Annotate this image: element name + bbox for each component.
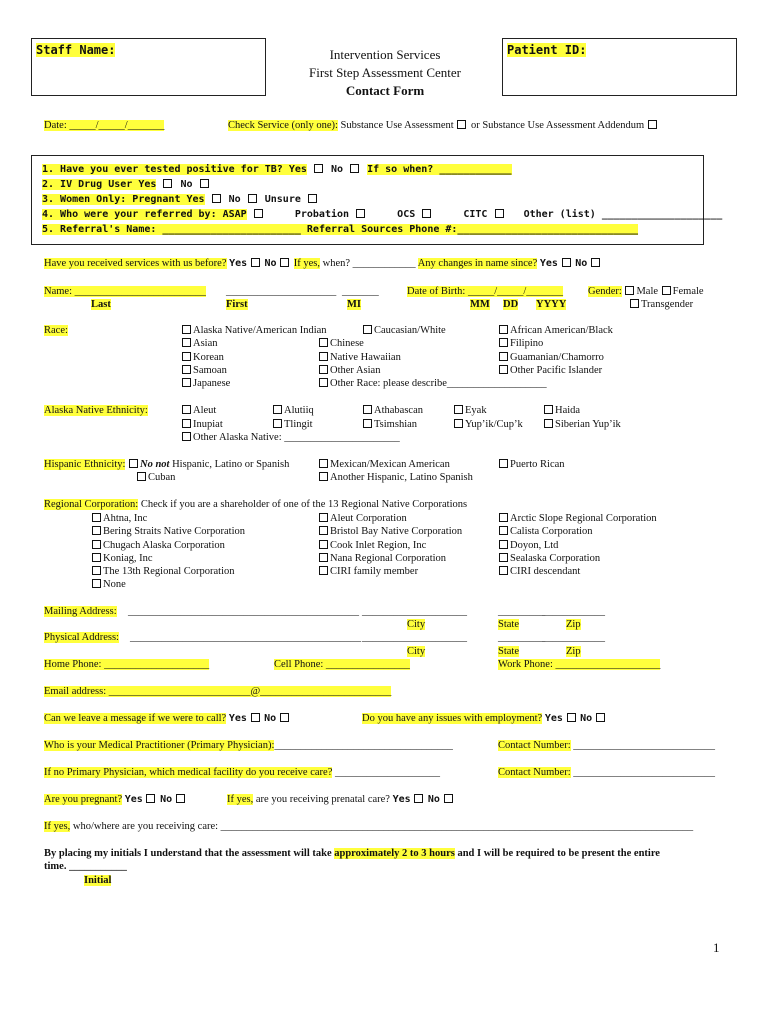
hispanic-opt5: Another Hispanic, Latino Spanish <box>330 472 473 483</box>
message-row <box>44 713 291 724</box>
physical-zip-line[interactable]: ____________ <box>542 632 605 643</box>
regional-option <box>91 579 126 590</box>
ethnicity-option <box>362 405 423 416</box>
hispanic-opt2: Mexican/Mexican American <box>330 459 450 470</box>
hispanic-label: Hispanic Ethnicity: <box>44 459 126 470</box>
regional-label: CIRI descendant <box>510 566 581 577</box>
race-option <box>181 365 227 376</box>
ethnicity-option <box>543 419 621 430</box>
checkbox-icon[interactable] <box>248 194 257 203</box>
pregnant-row <box>44 794 187 805</box>
patient-id-box[interactable] <box>502 38 737 96</box>
q4-probation: Probation <box>294 209 350 220</box>
date-field[interactable]: Date: _____/_____/_______ <box>44 120 165 131</box>
regional-option <box>498 566 580 577</box>
label-last: Last <box>91 299 111 310</box>
home-phone-field[interactable]: Home Phone: ____________________ <box>44 659 210 670</box>
checkbox-icon[interactable] <box>363 419 372 428</box>
hispanic-opt3: Puerto Rican <box>510 459 565 470</box>
checkbox-icon[interactable] <box>544 405 553 414</box>
ethnicity-label: Athabascan <box>374 405 423 416</box>
initials-text2: and I will be required to be present the entire <box>457 848 660 859</box>
label-first: First <box>226 299 248 310</box>
screening-box <box>31 155 723 245</box>
hispanic-opt1: Hispanic, Latino or Spanish <box>172 459 290 470</box>
regional-label: Nana Regional Corporation <box>330 553 447 564</box>
regional-label: Chugach Alaska Corporation <box>103 540 225 551</box>
ethnicity-label: Alaska Native Ethnicity: <box>44 405 148 416</box>
mailing-label: Mailing Address: <box>44 606 117 617</box>
checkbox-icon[interactable] <box>182 352 191 361</box>
work-phone-field[interactable]: Work Phone: ____________________ <box>498 659 661 670</box>
race-label: Caucasian/White <box>374 325 446 336</box>
checkbox-icon[interactable] <box>422 209 431 218</box>
race-option <box>498 338 543 349</box>
name-field[interactable]: Name: _________________________ <box>44 286 206 297</box>
checkbox-icon[interactable] <box>319 472 328 481</box>
checkbox-icon[interactable] <box>454 405 463 414</box>
race-label: Samoan <box>193 365 227 376</box>
regional-option <box>318 553 446 564</box>
checkbox-icon[interactable] <box>273 419 282 428</box>
mailing-state-line[interactable]: _________ <box>498 606 546 617</box>
label-mm: MM <box>470 299 490 310</box>
checkbox-icon[interactable] <box>319 513 328 522</box>
checkbox-icon[interactable] <box>163 179 172 188</box>
prenatal-question: are you receiving prenatal care? <box>255 794 390 805</box>
checkbox-icon[interactable] <box>350 164 359 173</box>
q4-other[interactable]: Other (list) ____________________ <box>523 209 723 220</box>
checkbox-icon[interactable] <box>414 794 423 803</box>
ethnicity-label: Other Alaska Native: ______________________ <box>193 432 400 443</box>
race-option <box>362 325 446 336</box>
checkbox-icon[interactable] <box>625 286 634 295</box>
initials-duration: approximately 2 to 3 hours <box>334 848 455 859</box>
q3-unsure: Unsure <box>264 194 301 205</box>
q4-ocs: OCS <box>397 209 416 220</box>
checkbox-icon[interactable] <box>499 566 508 575</box>
services-no: No <box>264 258 277 269</box>
checkbox-icon[interactable] <box>495 209 504 218</box>
checkbox-icon[interactable] <box>499 338 508 347</box>
mailing-city-line[interactable]: ____________________ <box>362 606 467 617</box>
hispanic-opt2-row <box>318 459 450 470</box>
label-yyyy: YYYY <box>536 299 567 310</box>
facility-row[interactable] <box>44 767 440 778</box>
ethnicity-option <box>453 419 523 430</box>
ethnicity-label: Tsimshian <box>374 419 418 430</box>
facility-contact-label: Contact Number: <box>498 767 571 778</box>
regional-label: CIRI family member <box>330 566 419 577</box>
race-label: Other Pacific Islander <box>510 365 603 376</box>
q1-text: 1. Have you ever tested positive for TB? Yes <box>42 164 307 175</box>
race-label: Korean <box>193 352 224 363</box>
screening-q4 <box>42 209 722 220</box>
checkbox-icon[interactable] <box>280 258 289 267</box>
initial-label: Initial <box>84 875 112 886</box>
checkbox-icon[interactable] <box>499 526 508 535</box>
race-option <box>318 365 380 376</box>
race-label: Race: <box>44 325 68 336</box>
ethnicity-option <box>362 419 417 430</box>
hispanic-row <box>44 459 289 470</box>
gender-row <box>588 286 704 297</box>
mailing-state-label: State <box>498 619 519 630</box>
regional-label: None <box>103 579 126 590</box>
regional-label: Bristol Bay Native Corporation <box>330 526 463 537</box>
regional-row <box>44 499 467 510</box>
q2-no: No <box>180 179 193 190</box>
regional-option <box>318 566 418 577</box>
name-change-no: No <box>575 258 588 269</box>
checkbox-icon[interactable] <box>182 325 191 334</box>
checkbox-icon[interactable] <box>499 553 508 562</box>
ethnicity-label: Aleut <box>193 405 217 416</box>
checkbox-icon[interactable] <box>499 365 508 374</box>
race-option <box>318 378 547 389</box>
ethnicity-option <box>543 405 580 416</box>
checkbox-icon[interactable] <box>363 405 372 414</box>
gender-female: Female <box>672 286 704 297</box>
mailing-zip-label: Zip <box>566 619 581 630</box>
checkbox-icon[interactable] <box>182 419 191 428</box>
regional-option <box>91 553 153 564</box>
screening-q1 <box>42 164 512 175</box>
service-option-2: Substance Use Assessment Addendum <box>482 120 645 131</box>
checkbox-icon[interactable] <box>562 258 571 267</box>
pcp-row[interactable] <box>44 740 453 751</box>
checkbox-icon[interactable] <box>457 120 466 129</box>
hispanic-no-not: No not <box>140 459 170 470</box>
prenatal-ifyes: If yes, <box>227 794 254 805</box>
pcp-contact-row[interactable] <box>498 740 715 751</box>
first-name-line[interactable]: _____________________ <box>226 286 337 297</box>
checkbox-icon[interactable] <box>319 378 328 387</box>
service-option-1: Substance Use Assessment <box>340 120 454 131</box>
check-service-label: Check Service (only one): <box>228 120 338 131</box>
regional-label: Ahtna, Inc <box>103 513 148 524</box>
facility-line[interactable]: ____________________ <box>334 767 440 778</box>
physical-city-line[interactable]: ____________________ <box>362 632 467 643</box>
regional-option <box>91 526 245 537</box>
regional-intro: Check if you are a shareholder of one of the 13 Regional Native Corporations <box>140 499 468 510</box>
checkbox-icon[interactable] <box>182 378 191 387</box>
checkbox-icon[interactable] <box>146 794 155 803</box>
pcp-contact-line[interactable]: ___________________________ <box>573 740 715 751</box>
screening-q3 <box>42 194 319 205</box>
form-header <box>235 46 535 100</box>
checkbox-icon[interactable] <box>499 352 508 361</box>
checkbox-icon[interactable] <box>308 194 317 203</box>
physical-city-label: City <box>407 646 426 657</box>
checkbox-icon[interactable] <box>92 579 101 588</box>
name-change-question: Any changes in name since? <box>417 258 538 269</box>
services-question: Have you received services with us before? <box>44 258 227 269</box>
q1-no: No <box>330 164 344 175</box>
pregnant-no: No <box>160 794 173 805</box>
checkbox-icon[interactable] <box>319 566 328 575</box>
cell-phone-field[interactable]: Cell Phone: ________________ <box>274 659 410 670</box>
checkbox-icon[interactable] <box>499 513 508 522</box>
checkbox-icon[interactable] <box>251 713 260 722</box>
checkbox-icon[interactable] <box>319 526 328 535</box>
gender-transgender: Transgender <box>641 299 694 310</box>
race-option <box>498 365 602 376</box>
checkbox-icon[interactable] <box>182 432 191 441</box>
pcp-contact-label: Contact Number: <box>498 740 571 751</box>
race-option <box>498 352 604 363</box>
care-row[interactable] <box>44 821 693 832</box>
race-label: Guamanian/Chamorro <box>510 352 604 363</box>
pregnant-yes: Yes <box>124 794 143 805</box>
regional-option <box>498 540 558 551</box>
checkbox-icon[interactable] <box>499 325 508 334</box>
prenatal-row <box>227 794 455 805</box>
checkbox-icon[interactable] <box>92 513 101 522</box>
race-option <box>318 338 364 349</box>
checkbox-icon[interactable] <box>92 540 101 549</box>
check-service-row <box>228 120 659 131</box>
pcp-question: Who is your Medical Practitioner (Primary Physician): <box>44 740 275 751</box>
race-option <box>318 352 401 363</box>
q4-text: 4. Who were your referred by: ASAP <box>42 209 247 220</box>
regional-label: Aleut Corporation <box>330 513 407 524</box>
services-yes: Yes <box>229 258 248 269</box>
employment-row <box>362 713 607 724</box>
checkbox-icon[interactable] <box>662 286 671 295</box>
ethnicity-label: Tlingit <box>284 419 313 430</box>
checkbox-icon[interactable] <box>176 794 185 803</box>
name-change-yes: Yes <box>539 258 558 269</box>
hispanic-opt5-row <box>318 472 473 483</box>
regional-label: Calista Corporation <box>510 526 593 537</box>
physical-state-label: State <box>498 646 519 657</box>
care-ifyes: If yes, <box>44 821 71 832</box>
physical-label: Physical Address: <box>44 632 119 643</box>
staff-name-label: Staff Name: <box>36 43 116 57</box>
ethnicity-option <box>181 432 400 443</box>
services-ifyes: If yes, <box>293 258 320 269</box>
race-label: Alaska Native/American Indian <box>193 325 327 336</box>
initials-text1: By placing my initials I understand that the assessment will take <box>44 848 332 859</box>
regional-label: The 13th Regional Corporation <box>103 566 235 577</box>
ethnicity-label: Alutiiq <box>284 405 314 416</box>
ethnicity-option <box>272 419 313 430</box>
ethnicity-label: Eyak <box>465 405 487 416</box>
initials-line[interactable] <box>44 861 127 872</box>
prenatal-no: No <box>427 794 440 805</box>
race-option <box>181 352 224 363</box>
checkbox-icon[interactable] <box>319 459 328 468</box>
pregnant-question: Are you pregnant? <box>44 794 123 805</box>
gender-label: Gender: <box>588 286 622 297</box>
checkbox-icon[interactable] <box>319 540 328 549</box>
mailing-zip-line[interactable]: ____________ <box>542 606 605 617</box>
race-label: Native Hawaiian <box>330 352 401 363</box>
q3-no: No <box>228 194 241 205</box>
services-when[interactable]: when? ____________ <box>322 258 416 269</box>
initials-blank[interactable]: ___________ <box>69 861 127 872</box>
checkbox-icon[interactable] <box>129 459 138 468</box>
checkbox-icon[interactable] <box>648 120 657 129</box>
checkbox-icon[interactable] <box>596 713 605 722</box>
header-line2: First Step Assessment Center <box>308 65 462 80</box>
checkbox-icon[interactable] <box>499 540 508 549</box>
checkbox-icon[interactable] <box>444 794 453 803</box>
checkbox-icon[interactable] <box>251 258 260 267</box>
physical-state-line[interactable]: _________ <box>498 632 546 643</box>
prenatal-yes: Yes <box>392 794 411 805</box>
checkbox-icon[interactable] <box>254 209 263 218</box>
or-text: or <box>470 120 480 131</box>
race-label: African American/Black <box>510 325 613 336</box>
header-line1: Intervention Services <box>329 47 441 62</box>
pcp-line[interactable]: __________________________________ <box>274 740 453 751</box>
gender-male: Male <box>636 286 659 297</box>
q1-when[interactable]: If so when? ____________ <box>367 164 512 175</box>
mi-line[interactable]: _______ <box>342 286 379 297</box>
checkbox-icon[interactable] <box>182 365 191 374</box>
regional-label: Regional Corporation: <box>44 499 139 510</box>
ethnicity-option <box>181 405 216 416</box>
message-question: Can we leave a message if we were to call? <box>44 713 227 724</box>
regional-label: Sealaska Corporation <box>510 553 601 564</box>
regional-option <box>91 513 147 524</box>
checkbox-icon[interactable] <box>273 405 282 414</box>
checkbox-icon[interactable] <box>92 526 101 535</box>
checkbox-icon[interactable] <box>212 194 221 203</box>
ethnicity-option <box>181 419 223 430</box>
ethnicity-label: Siberian Yup’ik <box>555 419 621 430</box>
checkbox-icon[interactable] <box>567 713 576 722</box>
checkbox-icon[interactable] <box>356 209 365 218</box>
hispanic-opt4: Cuban <box>148 472 176 483</box>
race-option <box>181 325 327 336</box>
email-field[interactable]: Email address: ___________________________@_________________________ <box>44 686 392 697</box>
regional-option <box>498 513 657 524</box>
facility-contact-row[interactable] <box>498 767 715 778</box>
regional-option <box>91 566 235 577</box>
label-dd: DD <box>503 299 519 310</box>
message-no: No <box>264 713 277 724</box>
checkbox-icon[interactable] <box>319 365 328 374</box>
mailing-line[interactable]: ____________________________________________ <box>128 606 359 617</box>
hispanic-opt4-row <box>136 472 175 483</box>
employment-yes: Yes <box>544 713 563 724</box>
regional-option <box>498 553 600 564</box>
regional-option <box>318 526 462 537</box>
regional-label: Bering Straits Native Corporation <box>103 526 246 537</box>
regional-option <box>498 526 593 537</box>
ethnicity-label: Yup’ik/Cup’k <box>465 419 523 430</box>
patient-id-label: Patient ID: <box>507 43 587 57</box>
ethnicity-option <box>272 405 314 416</box>
hispanic-opt3-row <box>498 459 565 470</box>
regional-label: Koniag, Inc <box>103 553 153 564</box>
checkbox-icon[interactable] <box>591 258 600 267</box>
gender-trans-row <box>629 299 693 310</box>
q4-citc: CITC <box>463 209 488 220</box>
care-question[interactable]: who/where are you receiving care: __________________________________________________________________________________________ <box>72 821 694 832</box>
ethnicity-label: Inupiat <box>193 419 223 430</box>
regional-label: Doyon, Ltd <box>510 540 559 551</box>
checkbox-icon[interactable] <box>319 352 328 361</box>
checkbox-icon[interactable] <box>630 299 639 308</box>
facility-contact-line[interactable]: ___________________________ <box>573 767 715 778</box>
checkbox-icon[interactable] <box>200 179 209 188</box>
race-label: Other Race: please describe___________________ <box>330 378 547 389</box>
checkbox-icon[interactable] <box>280 713 289 722</box>
page-title: Contact Form <box>345 83 425 98</box>
employment-no: No <box>580 713 593 724</box>
race-option <box>498 325 613 336</box>
race-option <box>181 378 230 389</box>
label-mi: MI <box>347 299 361 310</box>
regional-label: Arctic Slope Regional Corporation <box>510 513 657 524</box>
checkbox-icon[interactable] <box>499 459 508 468</box>
race-label: Chinese <box>330 338 364 349</box>
mailing-city-label: City <box>407 619 426 630</box>
physical-line[interactable]: ____________________________________________ <box>130 632 361 643</box>
checkbox-icon[interactable] <box>92 566 101 575</box>
initials-time: time. <box>44 861 67 872</box>
race-label: Asian <box>193 338 218 349</box>
screening-q2 <box>42 179 211 190</box>
checkbox-icon[interactable] <box>544 419 553 428</box>
regional-option <box>318 540 426 551</box>
q2-text: 2. IV Drug User Yes <box>42 179 157 190</box>
employment-question: Do you have any issues with employment? <box>362 713 543 724</box>
facility-question: If no Primary Physician, which medical facility do you receive care? <box>44 767 333 778</box>
physical-zip-label: Zip <box>566 646 581 657</box>
checkbox-icon[interactable] <box>363 325 372 334</box>
regional-label: Cook Inlet Region, Inc <box>330 540 427 551</box>
checkbox-icon[interactable] <box>454 419 463 428</box>
checkbox-icon[interactable] <box>319 553 328 562</box>
q3-text: 3. Women Only: Pregnant Yes <box>42 194 205 205</box>
race-label: Filipino <box>510 338 544 349</box>
page-number: 1 <box>713 940 720 955</box>
race-option <box>181 338 218 349</box>
dob-field[interactable]: Date of Birth: _____/_____/_______ <box>407 286 564 297</box>
checkbox-icon[interactable] <box>182 405 191 414</box>
race-label: Other Asian <box>330 365 381 376</box>
ethnicity-label: Haida <box>555 405 581 416</box>
regional-option <box>318 513 407 524</box>
ethnicity-option <box>453 405 487 416</box>
race-label: Japanese <box>193 378 231 389</box>
checkbox-icon[interactable] <box>319 338 328 347</box>
staff-name-box[interactable] <box>31 38 266 96</box>
checkbox-icon[interactable] <box>314 164 323 173</box>
regional-option <box>91 540 225 551</box>
services-row <box>44 258 602 269</box>
message-yes: Yes <box>228 713 247 724</box>
screening-q5[interactable]: 5. Referral's Name: _______________________ Referral Sources Phone #:______________________________ <box>42 224 639 235</box>
checkbox-icon[interactable] <box>182 338 191 347</box>
initials-statement <box>44 848 660 859</box>
checkbox-icon[interactable] <box>92 553 101 562</box>
checkbox-icon[interactable] <box>137 472 146 481</box>
